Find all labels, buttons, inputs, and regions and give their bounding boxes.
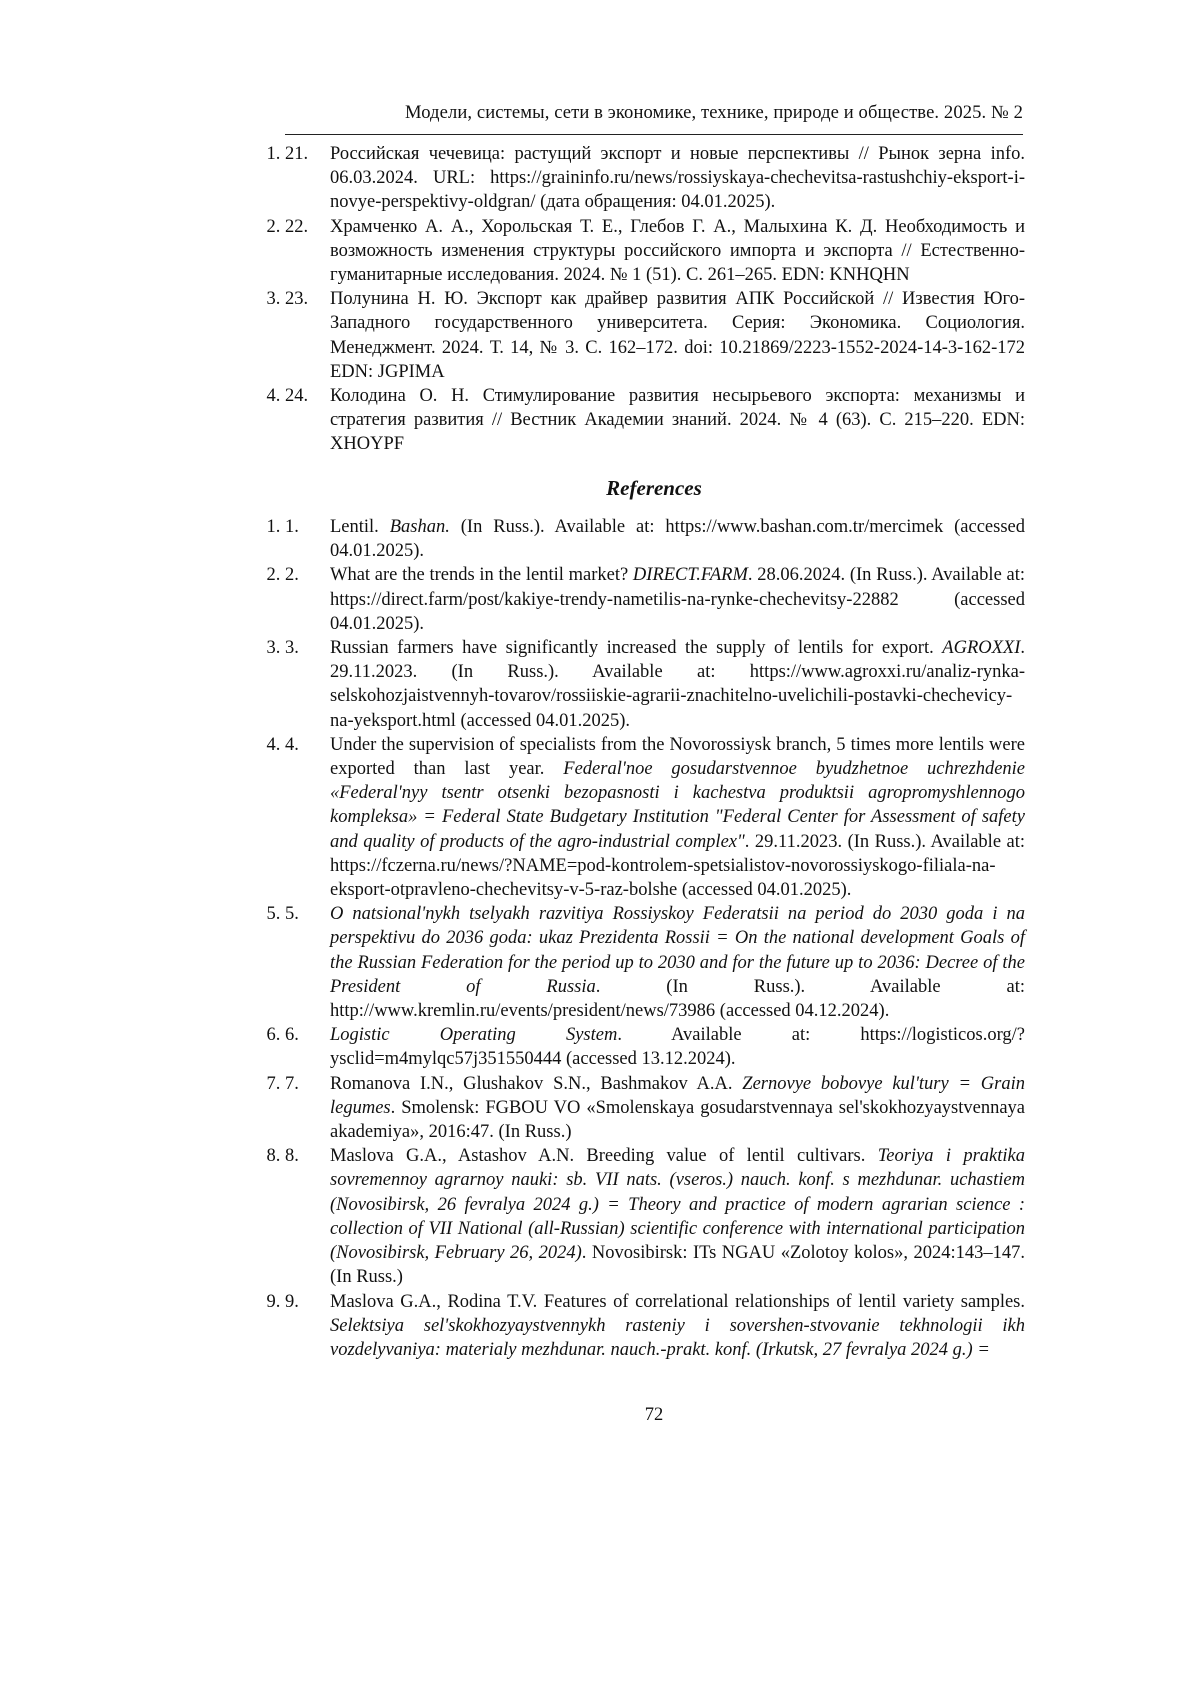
reference-item: 2. 22. Храмченко А. А., Хорольская Т. Е., Глебов Г. А., Малыхина К. Д. Необходимость и возможность изменения структуры российского импорта и экспорта // Естественно-гуманитарные исследования. 2024. № 1 (51). С. 261–265. EDN: KNHQHN — [285, 215, 1025, 288]
references-heading: References — [606, 476, 702, 500]
running-header: Модели, системы, сети в экономике, технике, природе и обществе. 2025. № 2 — [405, 102, 1023, 123]
reference-item: 7. 7. Romanova I.N., Glushakov S.N., Bashmakov A.A. Zernovye bobovye kul'tury = Grain legumes. Smolensk: FGBOU VO «Smolenskaya gosudarstvennaya sel'skokhozyaystvennaya akademiya», 2016:47. (In Russ.) — [285, 1072, 1025, 1145]
reference-item: 3. 3. Russian farmers have significantly increased the supply of lentils for export. AGROXXI. 29.11.2023. (In Russ.). Available at: https://www.agroxxi.ru/analiz-rynka-selskohozjaistvennyh-tovarov/rossiiskie-agrarii-znachitelno-uvelichili-postavki-chechevicy-na-yeksport.html (accessed 04.01.2025). — [285, 636, 1025, 733]
english-reference-list — [285, 515, 1025, 1362]
reference-item: 2. 2. What are the trends in the lentil market? DIRECT.FARM. 28.06.2024. (In Russ.). Available at: https://direct.farm/post/kakiye-trendy-nametilis-na-rynke-chechevitsy-22882 (accessed 04.01.2025). — [285, 563, 1025, 636]
reference-item: 3. 23. Полунина Н. Ю. Экспорт как драйвер развития АПК Российской // Известия Юго-Западного государственного университета. Серия: Экономика. Социология. Менеджмент. 2024. Т. 14, № 3. С. 162–172. doi: 10.21869/2223-1552-2024-14-3-162-172 EDN: JGPIMA — [285, 287, 1025, 384]
reference-item: 1. 21. Российская чечевица: растущий экспорт и новые перспективы // Рынок зерна info. 06.03.2024. URL: https://graininfo.ru/news/rossiyskaya-chechevitsa-rastushchiy-eksport-i-novye-perspektivy-oldgran/ (дата обращения: 04.01.2025). — [285, 142, 1025, 215]
reference-item: 4. 4. Under the supervision of specialists from the Novorossiysk branch, 5 times more lentils were exported than last year. Federal'noe gosudarstvennoe byudzhetnoe uchrezhdenie «Federal'nyy tsentr otsenki bezopasnosti i kachestva produktsii agropromyshlennogo kompleksa» = Federal State Budgetary Institution "Federal Center for Assessment of safety and quality of products of the agro-industrial complex". 29.11.2023. (In Russ.). Available at: https://fczerna.ru/news/?NAME=pod-kontrolem-spetsialistov-novorossiyskogo-filiala-na-eksport-otpravleno-chechevitsy-v-5-raz-bolshe (accessed 04.01.2025). — [285, 733, 1025, 902]
reference-item: 9. 9. Maslova G.A., Rodina T.V. Features of correlational relationships of lentil variety samples. Selektsiya sel'skokhozyaystvennykh rasteniy i sovershen-stvovanie tekhnologii ikh vozdelyvaniya: materialy mezhdunar. nauch.-prakt. konf. (Irkutsk, 27 fevralya 2024 g.) = — [285, 1290, 1025, 1363]
reference-item: 8. 8. Maslova G.A., Astashov A.N. Breeding value of lentil cultivars. Teoriya i praktika sovremennoy agrarnoy nauki: sb. VII nats. (vseros.) nauch. konf. s mezhdunar. uchastiem (Novosibirsk, 26 fevralya 2024 g.) = Theory and practice of modern agrarian science : collection of VII National (all-Russian) scientific conference with international participation (Novosibirsk, February 26, 2024). Novosibirsk: ITs NGAU «Zolotoy kolos», 2024:143–147. (In Russ.) — [285, 1144, 1025, 1289]
page-number: 72 — [644, 1405, 664, 1425]
reference-item: 5. 5. O natsional'nykh tselyakh razvitiya Rossiyskoy Federatsii na period do 2030 goda i na perspektivu do 2036 goda: ukaz Prezidenta Rossii = On the national development Goals of the Russian Federation for the period up to 2030 and for the future up to 2036: Decree of the President of Russia. (In Russ.). Available at: http://www.kremlin.ru/events/president/news/73986 (accessed 04.12.2024). — [285, 902, 1025, 1023]
reference-item: 1. 1. Lentil. Bashan. (In Russ.). Available at: https://www.bashan.com.tr/mercimek (accessed 04.01.2025). — [285, 515, 1025, 563]
reference-item: 6. 6. Logistic Operating System. Available at: https://logisticos.org/?ysclid=m4mylqc57j351550444 (accessed 13.12.2024). — [285, 1023, 1025, 1071]
reference-item: 4. 24. Колодина О. Н. Стимулирование развития несырьевого экспорта: механизмы и стратегия развития // Вестник Академии знаний. 2024. № 4 (63). С. 215–220. EDN: XHOYPF — [285, 384, 1025, 457]
header-divider — [285, 134, 1023, 135]
russian-reference-list — [285, 142, 1025, 457]
